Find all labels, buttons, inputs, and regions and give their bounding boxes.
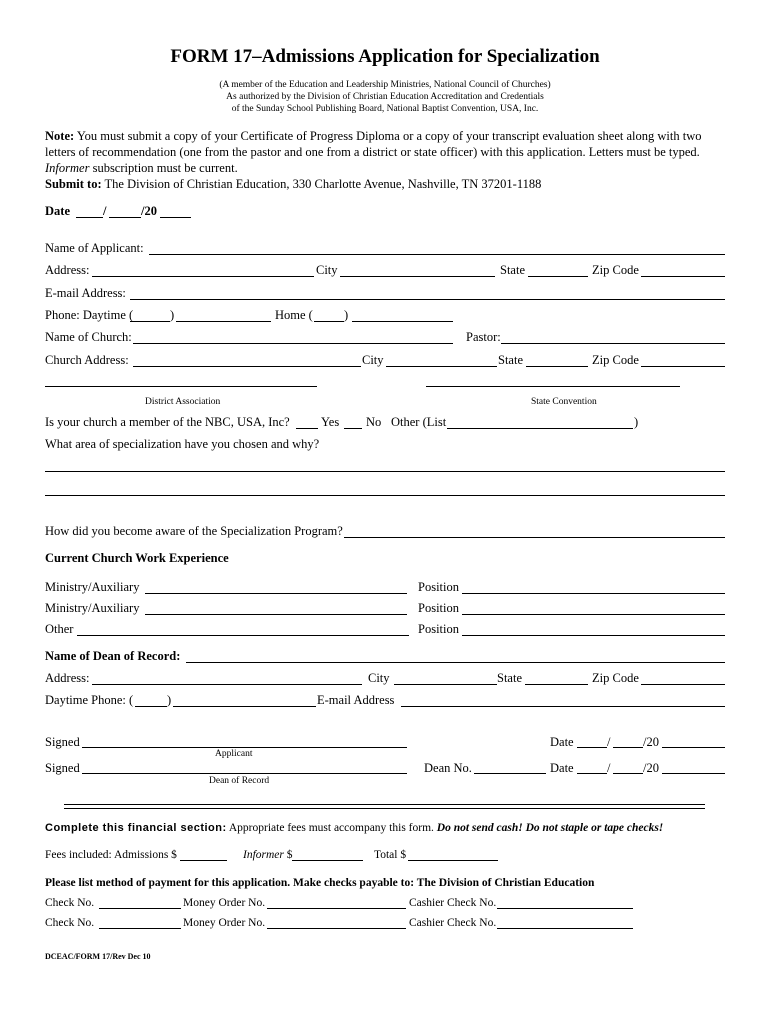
check-no-field-2[interactable] [99,928,181,929]
note-text-2: subscription must be current. [89,161,238,175]
fees-informer-dollar: $ [283,849,293,861]
dean-no-field[interactable] [474,773,546,774]
specialization-answer-line-2[interactable] [45,495,725,496]
church-state-label: State [498,353,523,367]
note-paragraph [45,128,733,192]
position-label-1: Position [418,580,459,594]
dean-address-field[interactable] [92,684,362,685]
dean-city-label: City [368,671,390,685]
position-field-2[interactable] [462,614,725,615]
date-day-field[interactable] [109,217,141,218]
applicant-date-year[interactable] [662,747,725,748]
financial-text: Appropriate fees must accompany this form. [226,822,434,834]
date-month-field[interactable] [76,217,103,218]
other-list-label: Other (List [391,415,447,429]
dean-phone-label: Daytime Phone: ( [45,693,134,707]
money-order-label-1: Money Order No. [183,897,266,909]
church-address-label: Church Address: [45,353,129,367]
church-zip-field[interactable] [641,366,725,367]
city-label: City [316,263,338,277]
home-paren: ) [344,308,349,322]
dean-heading: Name of Dean of Record: [45,649,181,663]
applicant-date-label: Date [550,735,574,749]
applicant-caption: Applicant [215,749,253,759]
fees-informer-label: Informer [243,849,284,861]
check-no-label-1: Check No. [45,897,95,909]
phone-paren: ) [170,308,175,322]
money-order-field-2[interactable] [267,928,406,929]
no-label: No [366,415,382,429]
dean-date-day[interactable] [613,773,643,774]
dean-zip-field[interactable] [641,684,725,685]
awareness-question: How did you become aware of the Specialization Program? [45,524,343,538]
informer-label: Informer [45,161,90,175]
other-paren: ) [634,415,639,429]
fees-admissions-label: Fees included: Admissions $ [45,849,177,861]
nbc-yes-field[interactable] [296,428,318,429]
applicant-signed-label: Signed [45,735,80,749]
applicant-signature-field[interactable] [82,747,407,748]
pastor-label: Pastor: [466,330,501,344]
state-convention-caption: State Convention [531,397,597,407]
form-title: FORM 17–Admissions Application for Specialization [170,46,600,67]
church-zip-label: Zip Code [592,353,639,367]
financial-warning: Do not send cash! Do not staple or tape checks! [433,822,664,834]
applicant-date-day[interactable] [613,747,643,748]
note-label: Note: [45,129,75,143]
other-experience-field[interactable] [77,635,409,636]
dean-zip-label: Zip Code [592,671,639,685]
fees-admissions-field[interactable] [180,860,227,861]
zip-label: Zip Code [592,263,639,277]
cashier-check-field-2[interactable] [497,928,633,929]
money-order-field-1[interactable] [267,908,406,909]
note-text: You must submit a copy of your Certificate of Progress Diploma or a copy of your transcript evaluation sheet along with two letters of recommendation (one from the pastor and one from a district or state officer) with this application. Letters must be typed. [45,129,702,159]
ministry-field-2[interactable] [145,614,407,615]
ministry-label-2: Ministry/Auxiliary [45,601,140,615]
date-year-prefix: /20 [141,204,157,218]
phone-daytime-label: Phone: Daytime ( [45,308,134,322]
cashier-check-label-2: Cashier Check No. [409,917,497,929]
address-field[interactable] [92,276,314,277]
position-label-3: Position [418,622,459,636]
church-name-field[interactable] [133,343,453,344]
financial-heading-line [45,822,663,834]
dean-date-label: Date [550,761,574,775]
applicant-name-field[interactable] [149,254,725,255]
check-no-field-1[interactable] [99,908,181,909]
dean-address-label: Address: [45,671,90,685]
date-slash: / [103,204,107,218]
applicant-date-month[interactable] [577,747,607,748]
date-year-field[interactable] [160,217,191,218]
dean-date-year[interactable] [662,773,725,774]
applicant-date-year-prefix: /20 [643,735,659,749]
pastor-field[interactable] [501,343,725,344]
phone-home-label: Home ( [275,308,313,322]
phone-home-area-field[interactable] [314,321,344,322]
fees-informer-line [243,849,293,861]
specialization-answer-line-1[interactable] [45,471,725,472]
form-footer-code: DCEAC/FORM 17/Rev Dec 10 [45,952,151,961]
dean-phone-area-field[interactable] [135,706,167,707]
phone-daytime-field[interactable] [176,321,271,322]
dean-phone-paren: ) [167,693,172,707]
email-label: E-mail Address: [45,286,126,300]
church-address-field[interactable] [133,366,361,367]
fees-total-field[interactable] [408,860,498,861]
financial-heading: Complete this financial section: [45,822,227,834]
district-association-caption: District Association [145,397,221,407]
nbc-no-field[interactable] [344,428,362,429]
fees-informer-field[interactable] [292,860,363,861]
subtitle-line-2: As authorized by the Division of Christian Education Accreditation and Credentials [226,92,544,102]
money-order-label-2: Money Order No. [183,917,266,929]
dean-signed-label: Signed [45,761,80,775]
church-city-field[interactable] [386,366,497,367]
applicant-date-slash: / [607,735,611,749]
payment-instructions: Please list method of payment for this application. Make checks payable to: The Division of Christian Education [45,877,595,889]
cashier-check-label-1: Cashier Check No. [409,897,497,909]
dean-date-month[interactable] [577,773,607,774]
dean-city-field[interactable] [394,684,497,685]
dean-name-field[interactable] [186,662,725,663]
address-label: Address: [45,263,90,277]
church-city-label: City [362,353,384,367]
dean-state-field[interactable] [525,684,588,685]
awareness-answer-field[interactable] [344,537,725,538]
position-field-3[interactable] [462,635,725,636]
nbc-member-question: Is your church a member of the NBC, USA, Inc? [45,415,290,429]
ministry-label-1: Ministry/Auxiliary [45,580,140,594]
other-experience-label: Other [45,622,74,636]
dean-state-label: State [497,671,522,685]
other-list-field[interactable] [447,428,633,429]
city-field[interactable] [340,276,495,277]
phone-daytime-area-field[interactable] [130,321,170,322]
subtitle-line-3: of the Sunday School Publishing Board, National Baptist Convention, USA, Inc. [231,104,539,114]
dean-phone-field[interactable] [173,706,316,707]
section-divider [64,804,705,809]
zip-field[interactable] [641,276,725,277]
cashier-check-field-1[interactable] [497,908,633,909]
subtitle-line-1: (A member of the Education and Leadership Ministries, National Council of Churches) [219,80,551,90]
experience-heading: Current Church Work Experience [45,551,229,565]
check-no-label-2: Check No. [45,917,95,929]
position-field-1[interactable] [462,593,725,594]
date-label: Date [45,204,70,218]
state-convention-field[interactable] [426,386,680,387]
yes-label: Yes [321,415,340,429]
phone-home-field[interactable] [352,321,453,322]
specialization-question: What area of specialization have you chosen and why? [45,437,320,451]
state-label: State [500,263,525,277]
fees-total-label: Total $ [374,849,407,861]
submit-address: The Division of Christian Education, 330 Charlotte Avenue, Nashville, TN 37201-1188 [101,177,542,191]
dean-email-label: E-mail Address [317,693,395,707]
dean-email-field[interactable] [401,706,725,707]
position-label-2: Position [418,601,459,615]
state-field[interactable] [528,276,588,277]
dean-signature-field[interactable] [82,773,407,774]
ministry-field-1[interactable] [145,593,407,594]
dean-caption: Dean of Record [209,776,270,786]
church-name-label: Name of Church: [45,330,132,344]
church-state-field[interactable] [526,366,588,367]
applicant-name-label: Name of Applicant: [45,241,144,255]
district-association-field[interactable] [45,386,317,387]
dean-date-slash: / [607,761,611,775]
dean-no-label: Dean No. [424,761,472,775]
dean-date-year-prefix: /20 [643,761,659,775]
submit-label: Submit to: [45,177,102,191]
email-field[interactable] [130,299,725,300]
